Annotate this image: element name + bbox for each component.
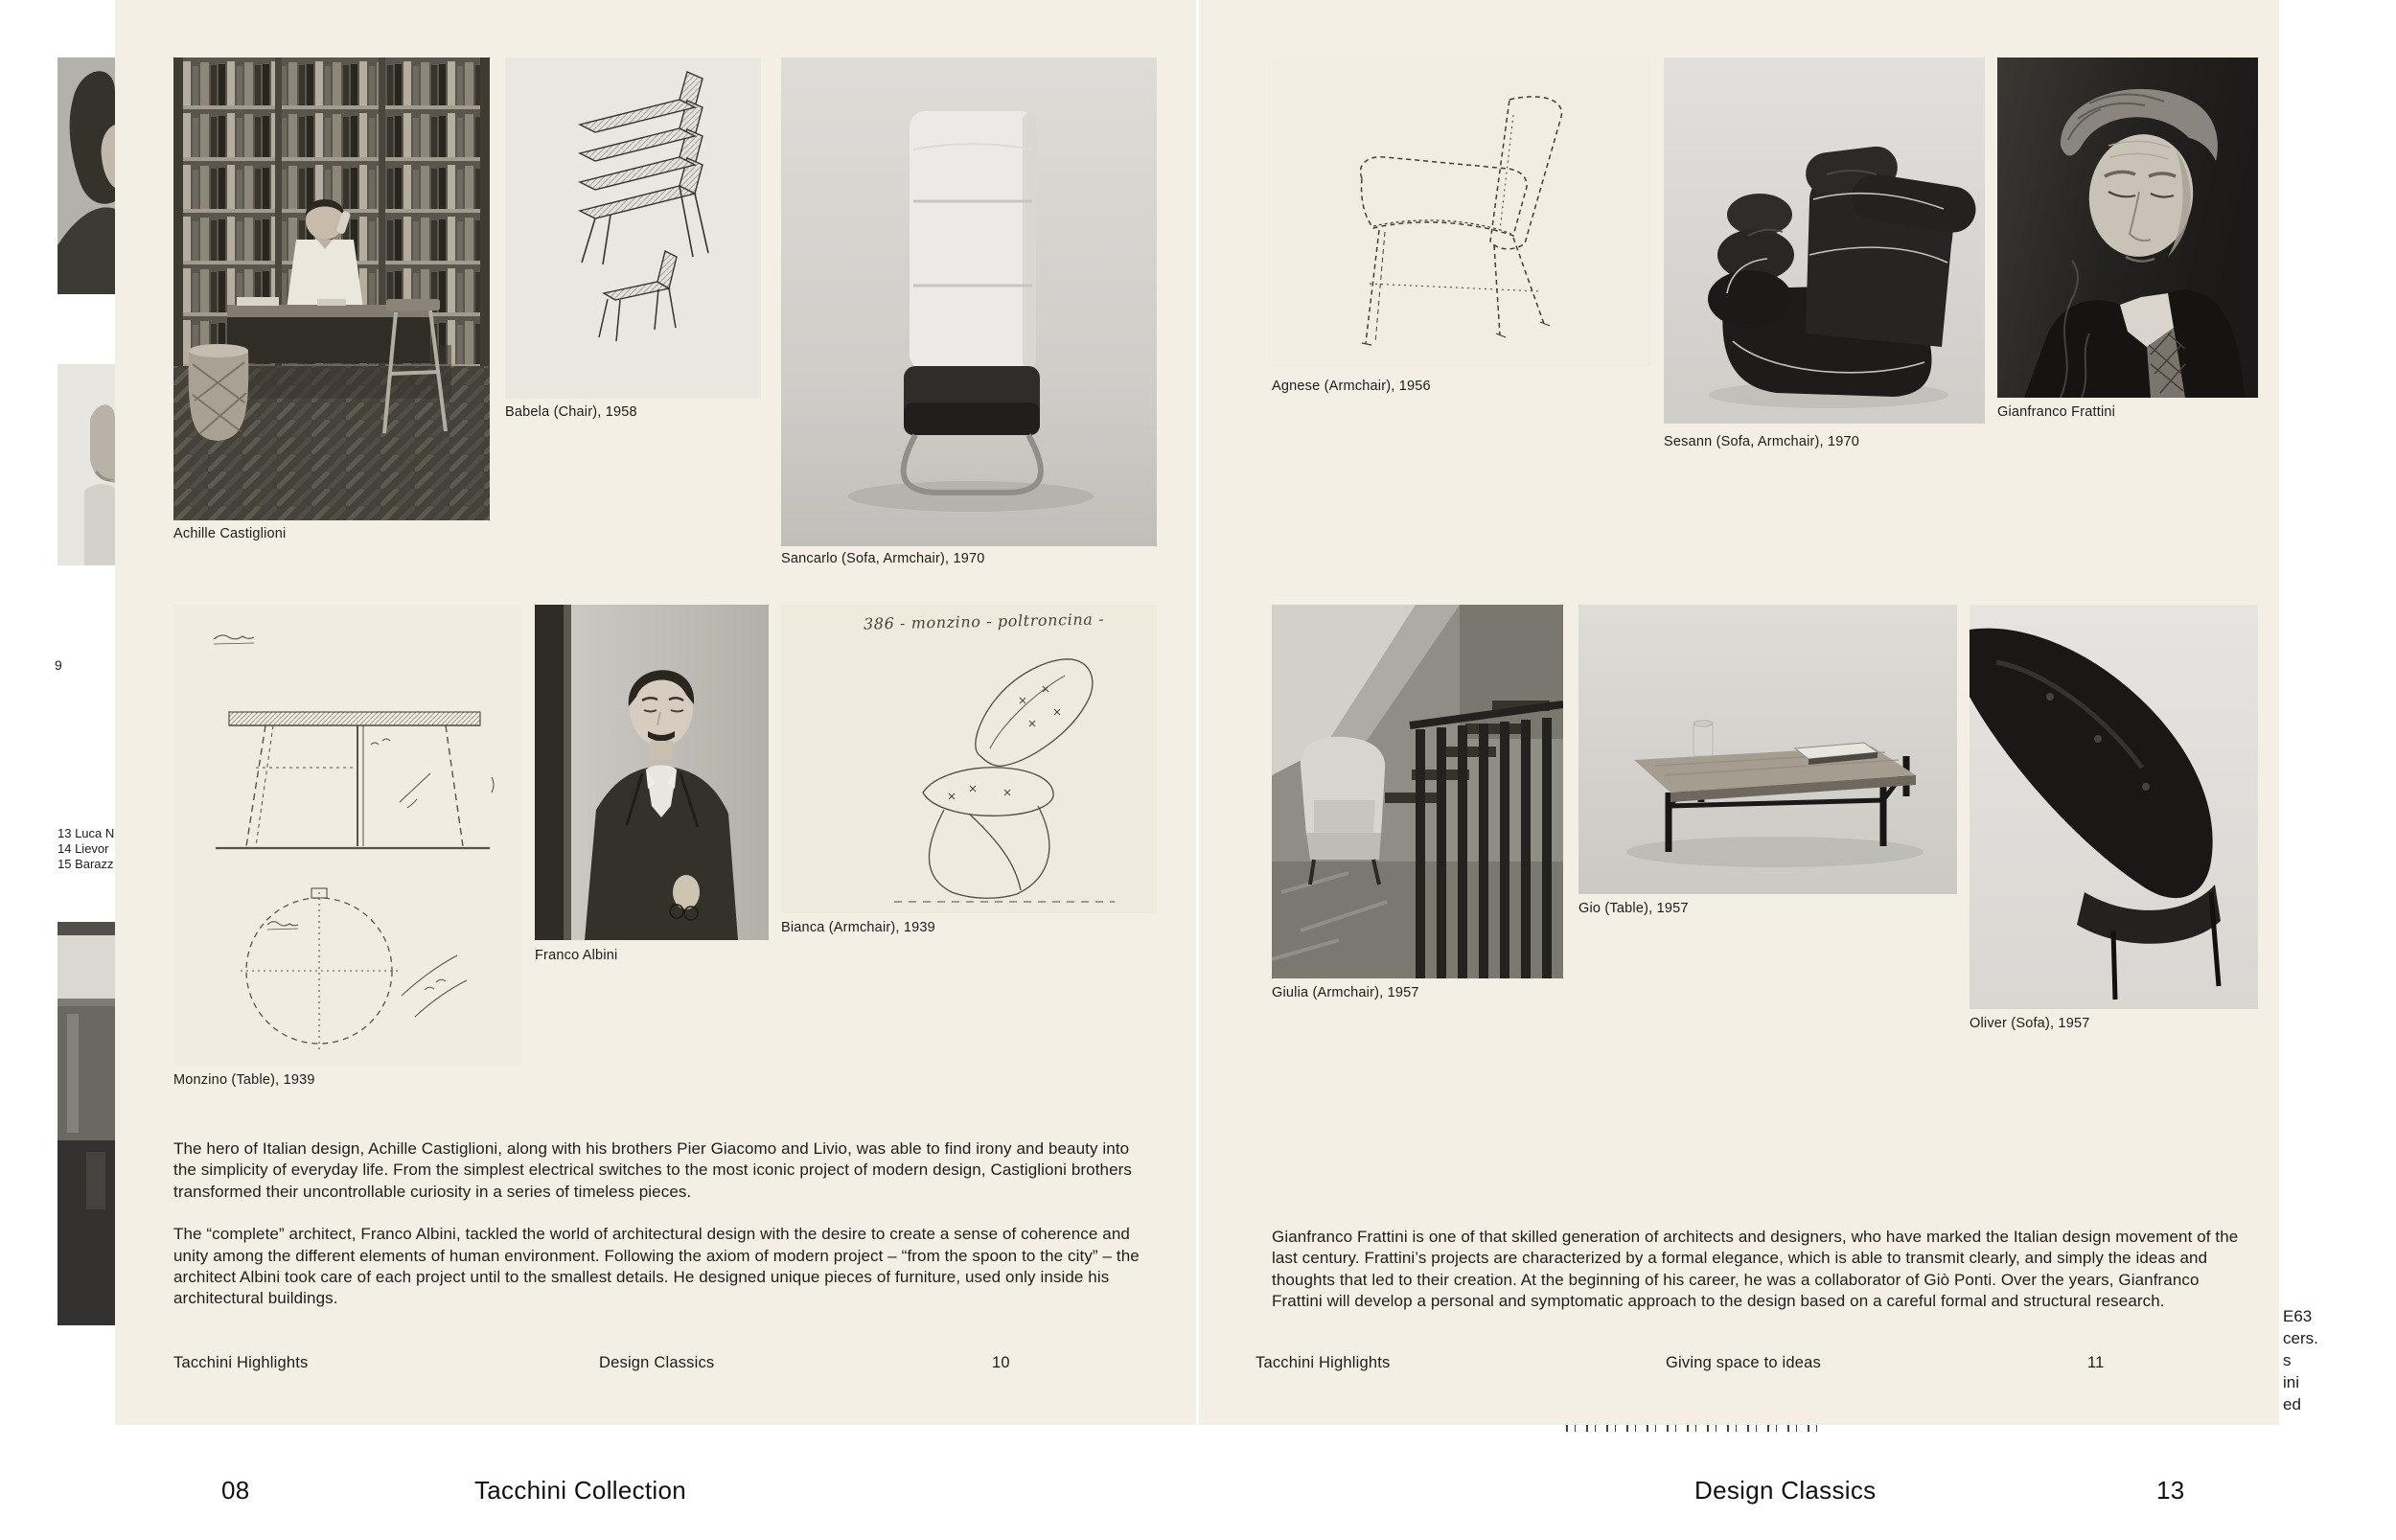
margin-list-fragment [58,826,117,872]
photo-oliver-sofa [1970,605,2258,1009]
list-fragment-line: 13 Luca N [58,826,115,840]
spread-right-page [1199,0,2279,1425]
text-fragment-line: E63 [2283,1307,2313,1325]
bottom-left-page-number: 08 [221,1476,250,1505]
photo-achille-castiglioni [173,57,490,520]
bottom-left-title: Tacchini Collection [474,1476,687,1505]
caption: Monzino (Table), 1939 [173,1072,315,1088]
margin-text-fragments [2283,1305,2318,1415]
footer-publication: Tacchini Highlights [1256,1354,1391,1371]
caption: Achille Castiglioni [173,526,287,541]
caption: Oliver (Sofa), 1957 [1970,1016,2090,1031]
paragraph: The hero of Italian design, Achille Castiglioni, along with his brothers Pier Giacomo and Livio, was able to find irony and beauty into the simplicity of everyday life. From the simplest electrical switches to the most iconic project of modern design, Castiglioni brothers transformed their uncontrollable curiosity in a series of timeless pieces. [173,1139,1132,1201]
spread-left-page [115,0,1196,1425]
drawing-handwritten-title: 386 - monzino - poltroncina - [863,609,1105,633]
caption: Bianca (Armchair), 1939 [781,920,935,935]
footer-chapter: Design Classics [599,1354,715,1371]
caption: Agnese (Armchair), 1956 [1272,379,1431,394]
caption: Gianfranco Frattini [1997,404,2116,420]
caption: Franco Albini [535,948,618,963]
caption: Sesann (Sofa, Armchair), 1970 [1664,434,1860,449]
photo-sancarlo-sofa [781,57,1157,546]
paragraph: The “complete” architect, Franco Albini, tackled the world of architectural design with the desire to create a sense of coherence and unity among the different elements of human environment. Following the axiom of modern project – “from the spoon to the city” – the architect Albini took care of each project until to the smallest details. He designed unique pieces of furniture, used only inside his architectural buildings. [173,1225,1140,1308]
footer-page-number: 10 [992,1354,1010,1371]
margin-page-number: 9 [55,657,62,673]
list-fragment-line: 15 Barazz [58,857,114,871]
caption: Babela (Chair), 1958 [505,404,637,420]
footer-page-number: 11 [2087,1354,2105,1371]
text-fragment-line: ini [2283,1373,2300,1391]
drawing-monzino-table [173,605,521,1066]
text-fragment-line: s [2283,1351,2292,1369]
caption: Giulia (Armchair), 1957 [1272,985,1419,1000]
footer-publication: Tacchini Highlights [173,1354,309,1371]
photo-sesann-sofa [1664,57,1985,424]
margin-photo-interior-bottom [58,922,115,1325]
text-fragment-line: ed [2283,1395,2301,1414]
clipped-text-fragment [1566,1425,1827,1432]
photo-gio-table [1578,605,1957,894]
photo-giulia-armchair [1272,605,1563,978]
footer-chapter: Giving space to ideas [1666,1354,1821,1371]
left-page-body-text [173,1138,1153,1331]
caption: Gio (Table), 1957 [1578,901,1689,916]
drawing-babela-chair [505,57,761,399]
photo-gianfranco-frattini [1997,57,2258,398]
margin-photo-portrait-top [58,57,115,294]
margin-photo-portrait-middle [58,364,115,565]
photo-franco-albini [535,605,769,940]
caption: Sancarlo (Sofa, Armchair), 1970 [781,551,985,566]
paragraph: Gianfranco Frattini is one of that skilled generation of architects and designers, who have marked the Italian design movement of the last century. Frattini’s projects are characterized by a formal elegance, which is able to transmit clearly, and simply the ideas and thoughts that led to their creation. At the beginning of his career, he was a collaborator of Giò Ponti. Over the years, Gianfranco Frattini will develop a personal and symptomatic approach to the design based on a careful formal and structural research. [1272,1228,2239,1311]
drawing-bianca-armchair [781,605,1157,913]
right-page-body-text [1272,1227,2251,1334]
bottom-right-page-number: 13 [2156,1476,2185,1505]
drawing-agnese-armchair [1272,57,1651,367]
list-fragment-line: 14 Lievor [58,841,109,856]
bottom-right-title: Design Classics [1694,1476,1877,1505]
text-fragment-line: cers. [2283,1329,2318,1347]
